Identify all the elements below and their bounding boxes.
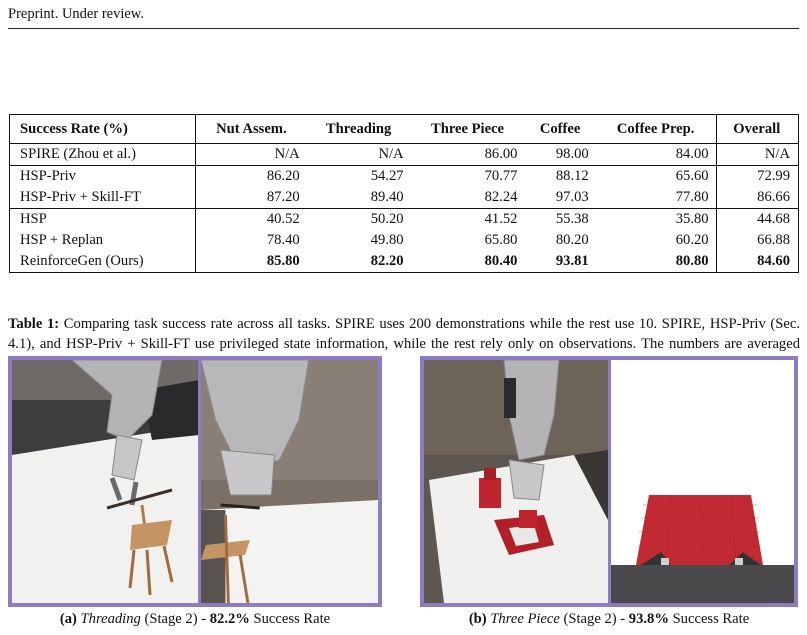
method-cell: HSP-Priv [10,166,196,188]
subcaption-a [8,611,382,628]
three-piece-view-right [611,360,794,603]
value-cell: 86.66 [716,187,798,209]
threading-view-right [201,360,378,603]
value-cell: 86.00 [411,144,525,166]
value-cell: 60.20 [675,232,709,248]
subcaption-b-label: (b) [468,611,487,627]
value-cell: 40.52 [266,211,300,227]
subcaption-b-stage: (Stage 2) - [559,611,629,627]
method-cell: SPIRE (Zhou et al.) [10,144,196,166]
results-table [9,114,799,273]
value-cell: 65.60 [675,168,709,184]
three-piece-scene-right [611,360,794,603]
figure-threading [8,356,382,607]
value-cell: 84.00 [596,144,716,166]
value-cell-best: 80.80 [596,251,716,273]
value-cell-best: 82.20 [307,251,411,273]
column-header: Threading [307,115,411,144]
value-cell: 78.40 [266,232,300,248]
value-cell: N/A [716,144,798,166]
table-row [10,144,799,166]
method-cell: HSP [10,209,196,231]
column-header: Nut Assem. [196,115,307,144]
threading-view-left [12,360,199,603]
caption-text: Comparing task success rate across all tasks. SPIRE uses 200 demonstrations while the rest use 10. SPIRE, HSP-Priv (Sec. 4.1), and HSP-Priv + Skill-FT use privileged state information, while the rest rely only on observations. The numbers are averaged [8,316,801,352]
value-cell: 50.20 [370,211,404,227]
subcaption-a-suffix: Success Rate [249,611,331,627]
value-cell: 44.68 [716,209,798,231]
figure-three-piece [420,356,798,607]
running-header: Preprint. Under review. [8,6,144,22]
value-cell: 87.20 [196,187,307,209]
header-rule [8,28,799,29]
value-cell: N/A [307,144,411,166]
value-cell: 54.27 [370,168,404,184]
value-cell: 77.80 [596,187,716,209]
subcaption-a-task: Threading [80,611,141,627]
column-header: Success Rate (%) [10,115,196,144]
value-cell-best: 80.40 [411,251,525,273]
method-cell: HSP-Priv + Skill-FT [10,187,196,209]
value-cell-best: 84.60 [716,251,798,273]
value-cell: 98.00 [524,144,595,166]
three-piece-scene-left [424,360,608,603]
subcaption-b [420,611,798,628]
value-cell: 82.24 [411,187,525,209]
subcaption-a-stage: (Stage 2) - [140,611,210,627]
value-cell: 65.80 [484,232,518,248]
value-cell: 80.20 [555,232,589,248]
table-row [10,166,799,188]
table-row [10,187,799,209]
value-cell: 70.77 [484,168,518,184]
method-cell: HSP + Replan [10,230,196,251]
threading-scene-right [201,360,378,603]
column-header: Three Piece [411,115,525,144]
subcaption-a-label: (a) [59,611,77,627]
subcaption-a-rate: 82.2% [209,611,250,627]
value-cell: 86.20 [266,168,300,184]
value-cell: N/A [196,144,307,166]
subcaption-b-rate: 93.8% [628,611,669,627]
value-cell: 72.99 [716,166,798,188]
table-row [10,230,799,251]
value-cell-best: 93.81 [524,251,595,273]
value-cell-best: 85.80 [196,251,307,273]
table-header-row [10,115,799,144]
value-cell: 89.40 [307,187,411,209]
table-row [10,209,799,231]
column-header: Coffee [524,115,595,144]
method-cell: ReinforceGen (Ours) [10,251,196,273]
value-cell: 49.80 [370,232,404,248]
value-cell: 55.38 [555,211,589,227]
subcaption-b-suffix: Success Rate [668,611,750,627]
value-cell: 66.88 [716,230,798,251]
threading-scene-left [12,360,199,603]
value-cell: 35.80 [675,211,709,227]
value-cell: 97.03 [524,187,595,209]
value-cell: 41.52 [484,211,518,227]
table-row-ours [10,251,799,273]
column-header: Overall [716,115,798,144]
value-cell: 88.12 [555,168,589,184]
three-piece-view-left [424,360,608,603]
caption-label: Table 1: [8,316,60,332]
subcaption-b-task: Three Piece [490,611,560,627]
column-header: Coffee Prep. [596,115,716,144]
